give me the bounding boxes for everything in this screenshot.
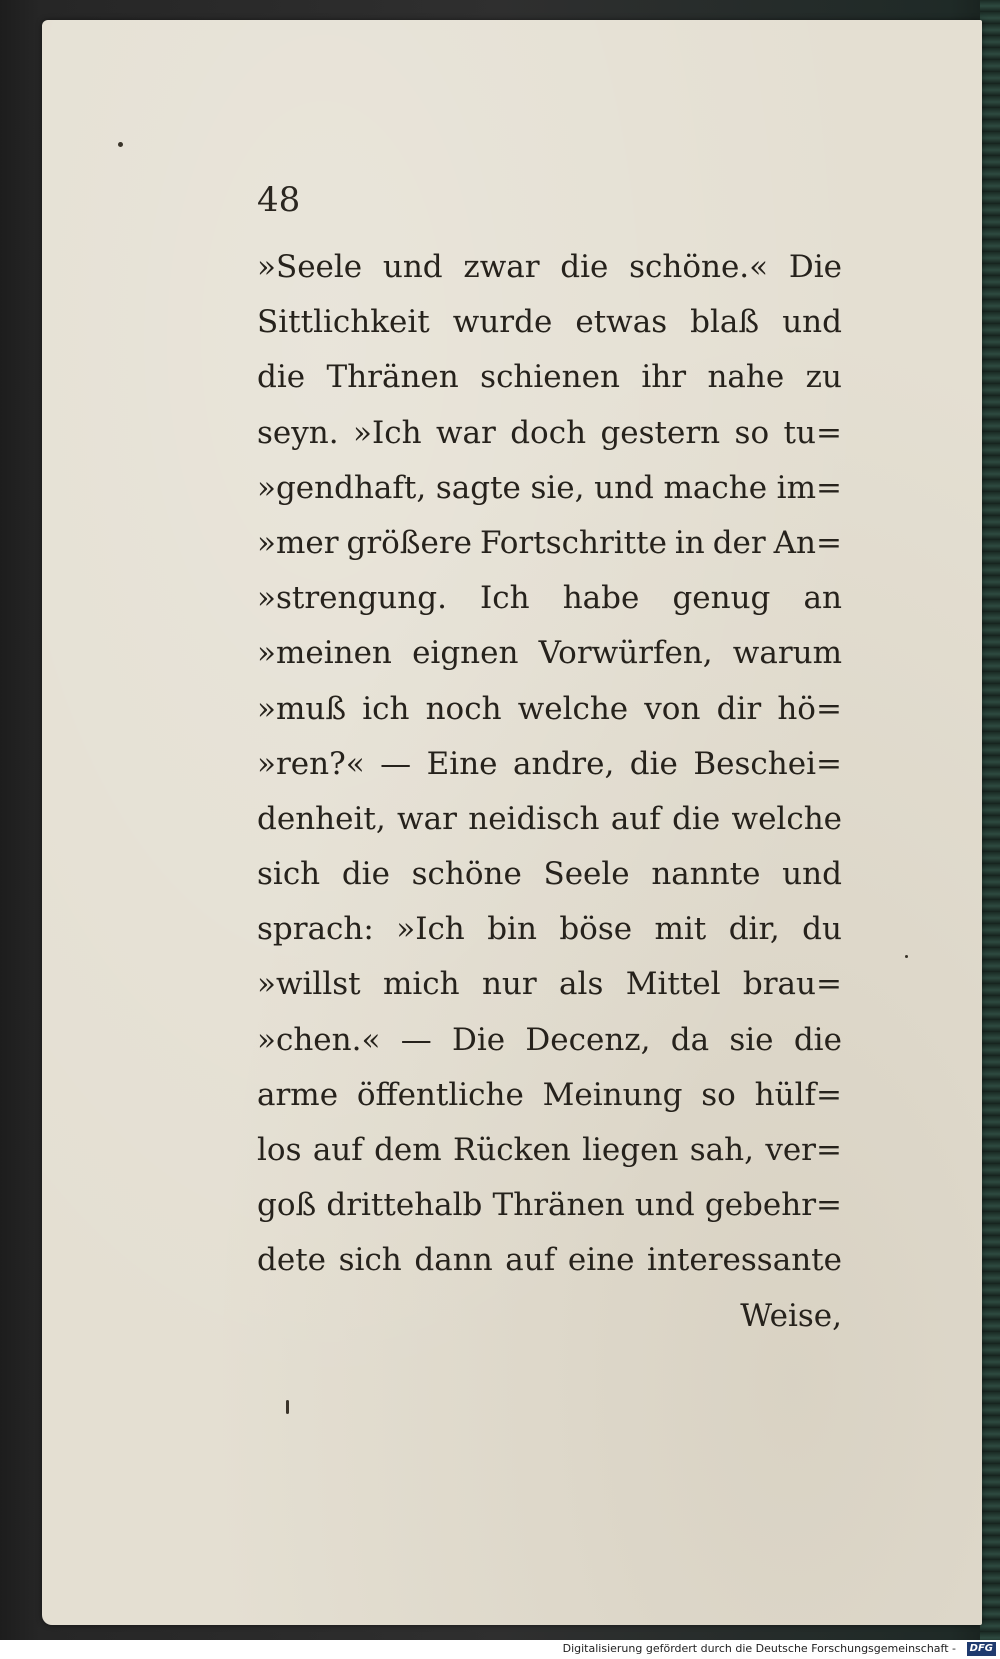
- text-line: [257, 461, 842, 516]
- word: und: [594, 469, 654, 506]
- word: »willst: [257, 966, 361, 1003]
- text-line: [257, 682, 842, 737]
- word: Rücken: [453, 1132, 571, 1168]
- word: dann: [414, 1242, 493, 1279]
- digitization-credit: Digitalisierung gefördert durch die Deutsche Forschungsgemeinschaft -: [562, 1642, 956, 1655]
- word: »gendhaft,: [257, 469, 427, 506]
- word: die: [629, 745, 678, 782]
- word: war: [397, 800, 457, 837]
- word: Weise,: [740, 1297, 842, 1334]
- word: Decenz,: [525, 1021, 651, 1058]
- text-line: [257, 957, 842, 1012]
- word: von: [644, 690, 701, 727]
- word: ihr: [641, 359, 687, 396]
- word: Seele: [543, 856, 630, 893]
- ink-speck: [118, 142, 123, 147]
- word: ich: [362, 690, 410, 727]
- text-line: [257, 1068, 842, 1123]
- word: zu: [805, 359, 842, 396]
- word: sah,: [689, 1132, 754, 1168]
- word: los: [257, 1132, 302, 1168]
- text-line: [257, 240, 842, 295]
- word: schienen: [480, 359, 620, 396]
- text-line: [257, 847, 842, 902]
- page-number: 48: [257, 180, 301, 220]
- word: Sittlichkeit: [257, 304, 430, 341]
- word: auf: [505, 1242, 556, 1279]
- word: etwas: [575, 304, 668, 341]
- ink-speck: [286, 1400, 289, 1414]
- word: seyn.: [257, 414, 339, 451]
- word: eine: [567, 1242, 635, 1279]
- word: gestern: [600, 414, 721, 451]
- word: mich: [382, 966, 460, 1003]
- word: Ich: [480, 580, 530, 617]
- word: hülf=: [754, 1076, 842, 1113]
- word: —: [400, 1021, 432, 1058]
- word: blaß: [690, 304, 760, 341]
- word: andre,: [513, 745, 615, 782]
- text-line: [257, 902, 842, 957]
- word: »Ich: [396, 911, 465, 948]
- word: sagte: [435, 469, 521, 506]
- text-line: [257, 737, 842, 792]
- word: da: [670, 1021, 710, 1058]
- word: habe: [562, 580, 640, 617]
- word: Die: [788, 249, 842, 285]
- word: so: [701, 1076, 736, 1113]
- word: so: [734, 414, 770, 451]
- word: sie: [729, 1021, 774, 1058]
- word: schöne: [411, 856, 522, 893]
- word: brau=: [742, 966, 842, 1003]
- word: war: [435, 414, 496, 451]
- word: auf: [610, 800, 661, 837]
- word: größere: [346, 524, 473, 561]
- book-binding-edge: [980, 0, 1000, 1640]
- word: Fortschritte: [479, 524, 667, 561]
- word: Beschei=: [693, 745, 842, 782]
- word: eignen: [412, 635, 519, 672]
- word: du: [802, 911, 842, 948]
- word: tu=: [783, 414, 842, 451]
- word: im=: [776, 469, 842, 506]
- word: böse: [559, 911, 633, 948]
- word: zwar: [463, 249, 540, 285]
- word: nannte: [651, 856, 761, 893]
- word: bin: [487, 911, 537, 948]
- word: öffentliche: [356, 1076, 524, 1113]
- page-text: [257, 240, 842, 1344]
- word: welche: [517, 690, 629, 727]
- word: Meinung: [542, 1076, 683, 1113]
- word: Die: [452, 1021, 506, 1058]
- word: sich: [257, 856, 321, 893]
- word: noch: [425, 690, 502, 727]
- word: der: [712, 524, 766, 561]
- word: »meinen: [257, 635, 392, 672]
- word: doch: [510, 414, 587, 451]
- text-line: [257, 571, 842, 626]
- text-line: [257, 406, 842, 461]
- word: als: [559, 966, 604, 1003]
- word: an: [803, 580, 842, 617]
- word: —: [380, 745, 412, 782]
- word: die: [560, 249, 609, 285]
- word: wurde: [452, 304, 553, 341]
- word: »chen.«: [257, 1021, 381, 1058]
- word: »Seele: [257, 249, 363, 285]
- word: sich: [338, 1242, 402, 1279]
- word: mache: [663, 469, 768, 506]
- word: nur: [481, 966, 537, 1003]
- word: und: [382, 249, 443, 285]
- word: Mittel: [625, 966, 721, 1003]
- text-line: [257, 295, 842, 350]
- word: die: [341, 856, 390, 893]
- word: mit: [654, 911, 707, 948]
- word: nahe: [707, 359, 785, 396]
- word: gebehr=: [704, 1187, 842, 1224]
- word: welche: [731, 800, 842, 837]
- word: die: [793, 1021, 842, 1058]
- word: dir: [716, 690, 762, 727]
- word: An=: [773, 524, 842, 561]
- ink-speck: [905, 955, 908, 958]
- text-line: [257, 1013, 842, 1068]
- word: dir,: [728, 911, 780, 948]
- word: Thränen: [492, 1187, 625, 1224]
- word: Vorwürfen,: [538, 635, 713, 672]
- word: »ren?«: [257, 745, 365, 782]
- text-line: [257, 1178, 842, 1233]
- word: goß: [257, 1187, 317, 1224]
- word: dete: [257, 1242, 326, 1279]
- word: die: [672, 800, 721, 837]
- word: und: [634, 1187, 695, 1224]
- text-line: [257, 1123, 842, 1178]
- text-line: [257, 792, 842, 847]
- word: warum: [732, 635, 842, 672]
- word: Eine: [426, 745, 498, 782]
- word: drittehalb: [326, 1187, 483, 1224]
- text-line: [257, 626, 842, 681]
- word: denheit,: [257, 800, 386, 837]
- word: genug: [672, 580, 771, 617]
- word: interessante: [647, 1242, 842, 1279]
- word: auf: [312, 1132, 363, 1168]
- text-line: [257, 1289, 842, 1344]
- text-line: [257, 1233, 842, 1288]
- word: sprach:: [257, 911, 374, 948]
- word: die: [257, 359, 306, 396]
- word: arme: [257, 1076, 339, 1113]
- word: neidisch: [468, 800, 600, 837]
- dfg-logo: DFG: [967, 1642, 996, 1656]
- word: »muß: [257, 690, 347, 727]
- word: Thränen: [326, 359, 459, 396]
- text-line: [257, 350, 842, 405]
- word: »mer: [257, 524, 339, 561]
- word: in: [674, 524, 705, 561]
- word: schöne.«: [629, 249, 769, 285]
- word: und: [782, 304, 842, 341]
- word: dem: [374, 1132, 442, 1168]
- word: sie,: [530, 469, 585, 506]
- word: und: [782, 856, 842, 893]
- word: ver=: [765, 1132, 842, 1168]
- word: »strengung.: [257, 580, 447, 617]
- word: liegen: [582, 1132, 679, 1168]
- word: »Ich: [353, 414, 422, 451]
- text-line: [257, 516, 842, 571]
- word: hö=: [777, 690, 842, 727]
